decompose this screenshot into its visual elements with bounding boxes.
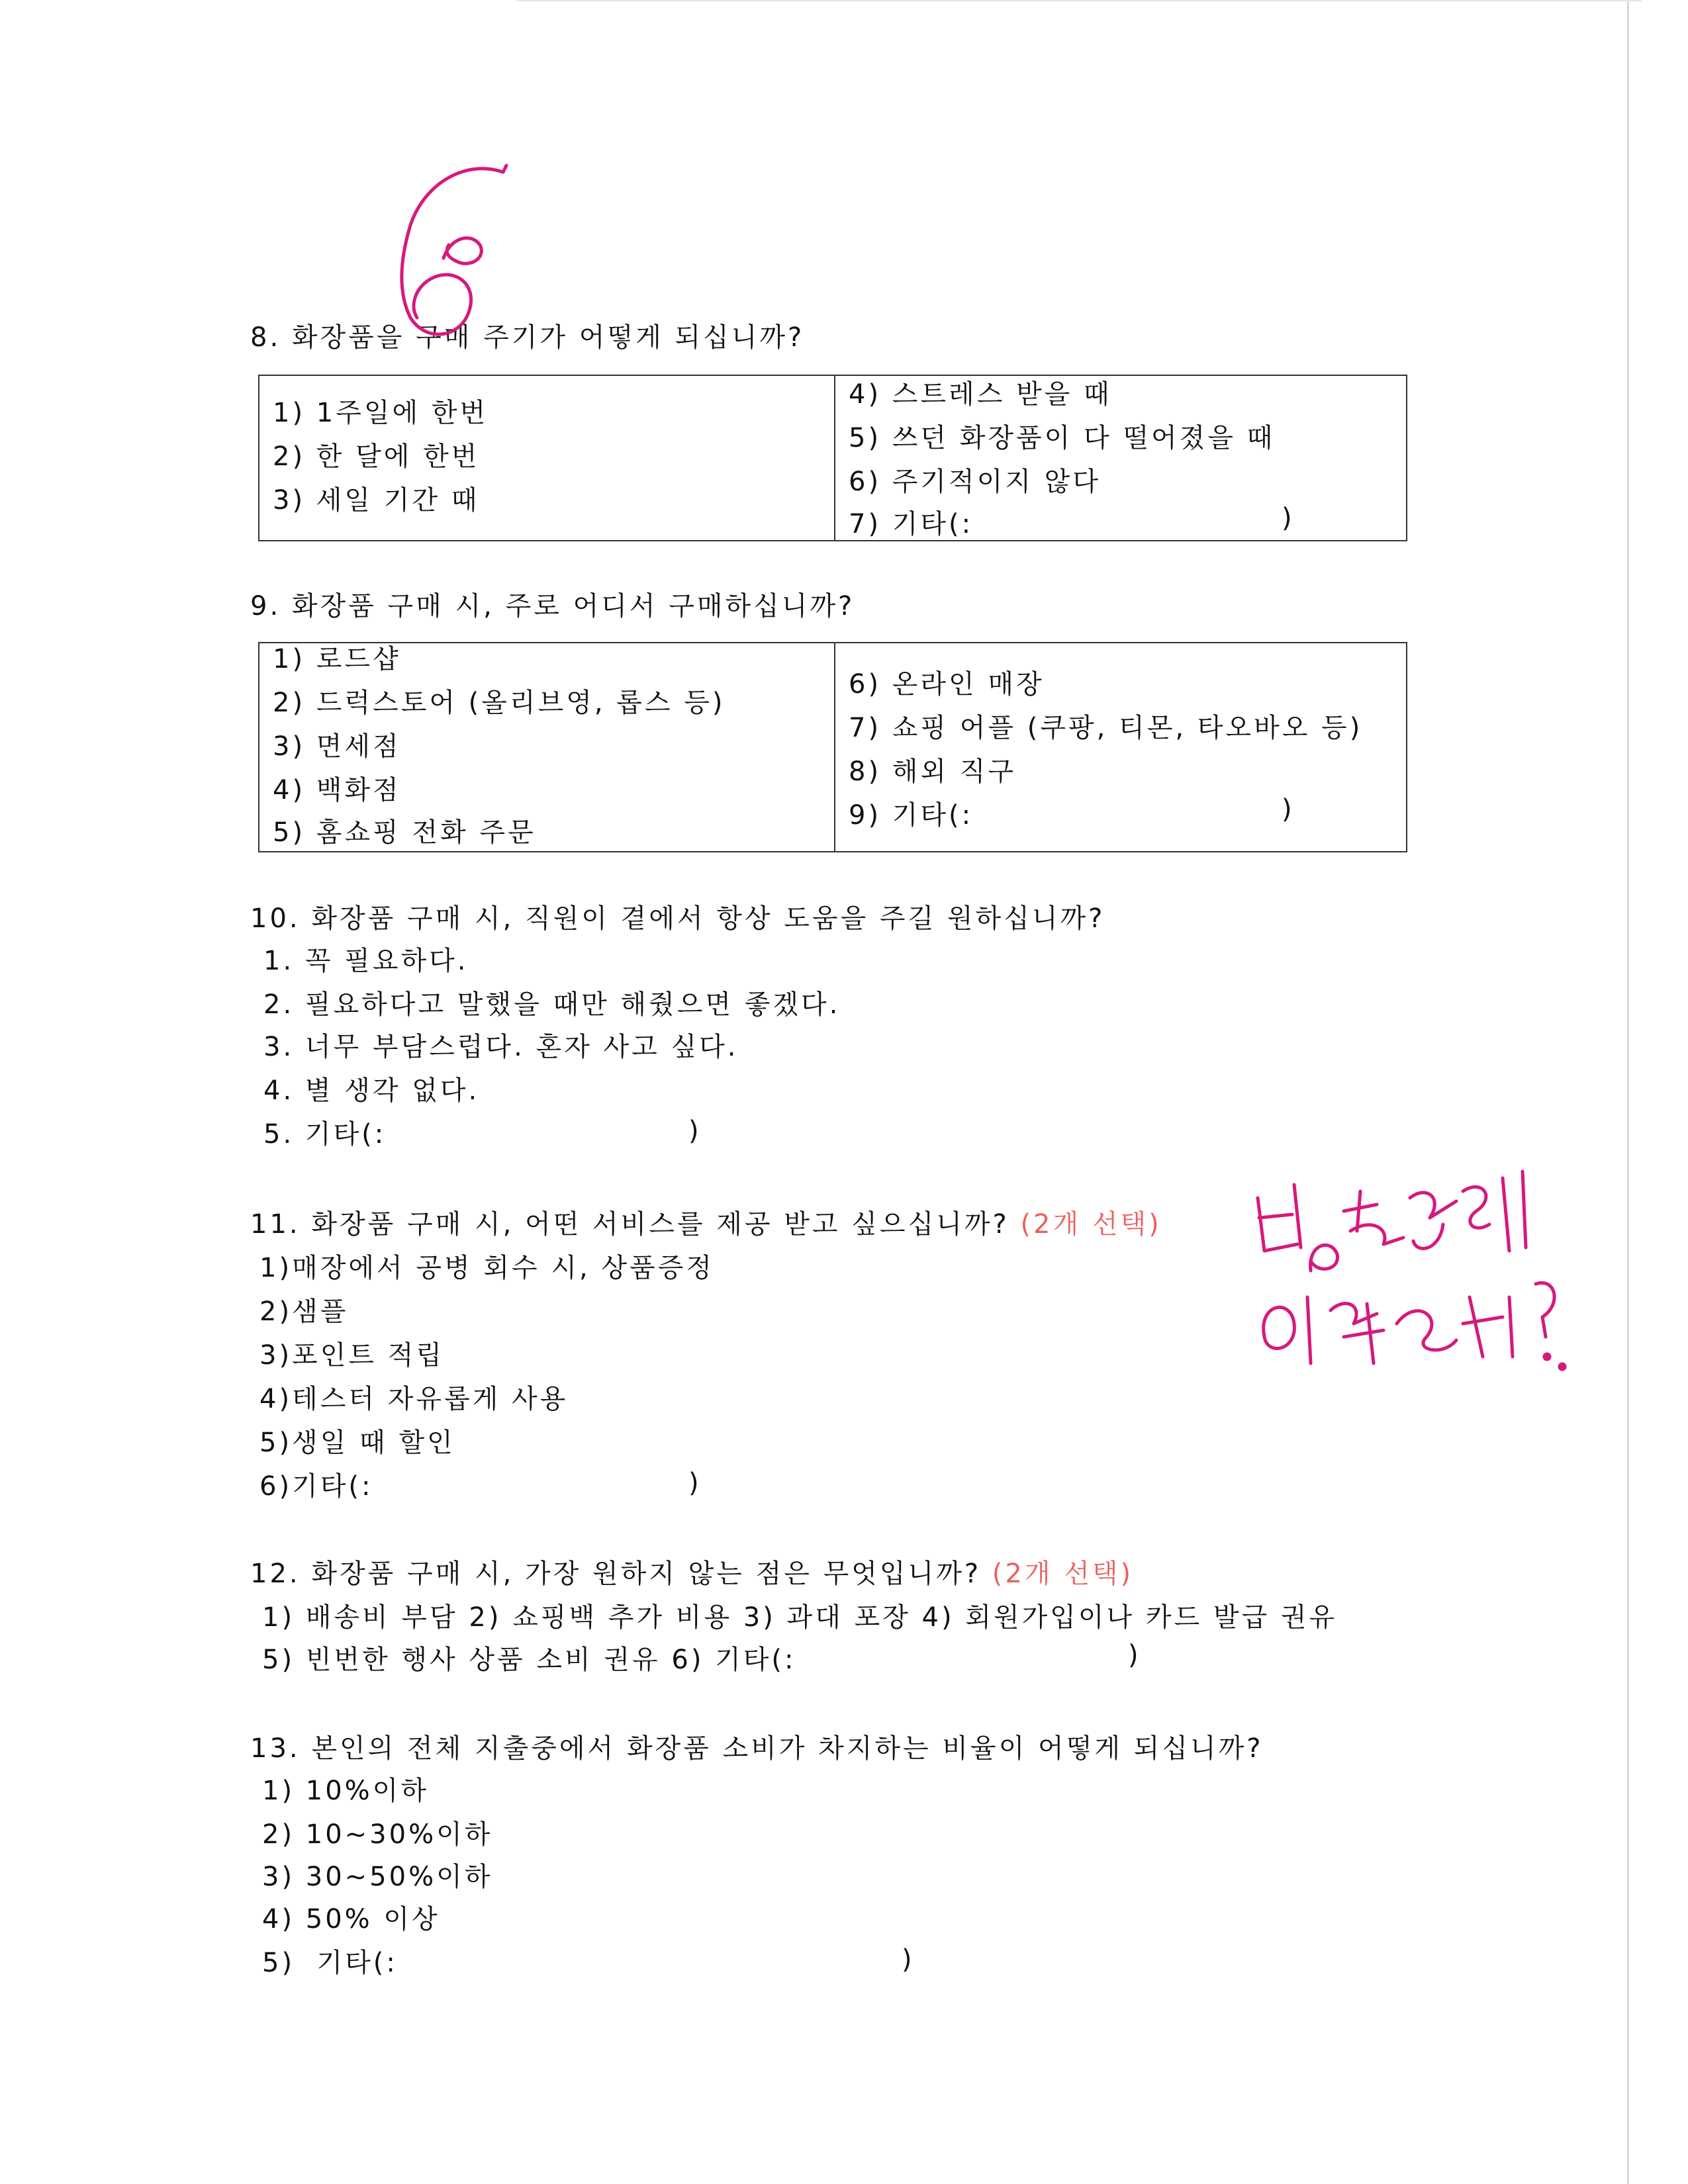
q12-title [250, 1553, 1133, 1590]
q8-box-divider [834, 376, 835, 540]
q8-option-3: 3) 세일 기간 때 [273, 485, 480, 516]
q11-select-note: (2개 선택) [1020, 1209, 1162, 1240]
q13-option-2: 2) 10~30%이하 [262, 1819, 493, 1850]
q9-option-4: 4) 백화점 [273, 775, 401, 805]
q8-option-7: 7) 기타(: [849, 509, 974, 539]
q9-option-5: 5) 홈쇼핑 전화 주문 [273, 817, 536, 848]
q8-close-paren: ) [1282, 503, 1295, 533]
q8-option-5: 5) 쓰던 화장품이 다 떨어졌을 때 [849, 423, 1276, 453]
q9-title: 9. 화장품 구매 시, 주로 어디서 구매하십니까? [250, 591, 855, 621]
q13-title: 13. 본인의 전체 지출중에서 화장품 소비가 차지하는 비율이 어떻게 되십니까? [250, 1733, 1264, 1764]
q11-option-5: 5)생일 때 할인 [259, 1428, 455, 1458]
q10-option-4: 4. 별 생각 없다. [263, 1075, 480, 1106]
q11-option-6: 6)기타(: [259, 1471, 373, 1502]
q9-box-divider [834, 643, 835, 851]
q9-option-2: 2) 드럭스토어 (올리브영, 롭스 등) [273, 688, 726, 718]
q9-option-7: 7) 쇼핑 어플 (쿠팡, 티몬, 타오바오 등) [849, 713, 1363, 743]
q11-title [250, 1203, 1162, 1241]
q12-close-paren: ) [1128, 1640, 1141, 1670]
q13-option-4: 4) 50% 이상 [262, 1904, 440, 1934]
q8-option-2: 2) 한 달에 한번 [273, 441, 480, 472]
handwritten-margin-note [1244, 1138, 1589, 1416]
q13-option-3: 3) 30~50%이하 [262, 1862, 493, 1892]
q13-option-5: 5) 기타(: [262, 1948, 398, 1978]
q12-select-note: (2개 선택) [992, 1559, 1134, 1589]
q8-option-4: 4) 스트레스 받을 때 [849, 379, 1112, 410]
q9-option-9: 9) 기타(: [849, 800, 974, 831]
q11-option-3: 3)포인트 적립 [259, 1340, 444, 1371]
q8-option-6: 6) 주기적이지 않다 [849, 467, 1101, 497]
q10-close-paren: ) [688, 1116, 702, 1146]
q11-title-text: 11. 화장품 구매 시, 어떤 서비스를 제공 받고 싶으십니까? [250, 1209, 1009, 1240]
q9-close-paren: ) [1282, 794, 1295, 825]
q12-options-line-1: 1) 배송비 부담 2) 쇼핑백 추가 비용 3) 과대 포장 4) 회원가입이나 카드 발급 권유 [262, 1602, 1338, 1633]
q11-option-1: 1)매장에서 공병 회수 시, 상품증정 [259, 1253, 714, 1283]
q9-option-3: 3) 면세점 [273, 731, 401, 762]
q10-option-3: 3. 너무 부담스럽다. 혼자 사고 싶다. [263, 1032, 739, 1062]
q8-title: 8. 화장품을 구매 주기가 어떻게 되십니까? [250, 322, 805, 353]
q9-option-6: 6) 온라인 매장 [849, 669, 1045, 700]
scan-top-line [516, 0, 1642, 1]
q11-close-paren: ) [688, 1468, 702, 1498]
q10-option-5: 5. 기타(: [263, 1119, 387, 1150]
q13-option-1: 1) 10%이하 [262, 1776, 429, 1806]
scan-edge-line [1627, 0, 1629, 2184]
q9-options-box [258, 642, 1407, 852]
q8-options-box [258, 375, 1407, 541]
q12-options-line-2: 5) 빈번한 행사 상품 소비 권유 6) 기타(: [262, 1645, 796, 1675]
q11-option-2: 2)샘플 [259, 1297, 349, 1327]
q10-title: 10. 화장품 구매 시, 직원이 곁에서 항상 도움을 주길 원하십니까? [250, 903, 1105, 934]
q9-option-1: 1) 로드샵 [273, 644, 401, 674]
q12-title-text: 12. 화장품 구매 시, 가장 원하지 않는 점은 무엇입니까? [250, 1559, 982, 1589]
q10-option-1: 1. 꼭 필요하다. [263, 946, 469, 976]
q11-option-4: 4)테스터 자유롭게 사용 [259, 1384, 569, 1414]
q10-option-2: 2. 필요하다고 말했을 때만 해줬으면 좋겠다. [263, 989, 841, 1020]
q8-option-1: 1) 1주일에 한번 [273, 398, 489, 428]
q9-option-8: 8) 해외 직구 [849, 756, 1017, 787]
q13-close-paren: ) [902, 1944, 915, 1975]
